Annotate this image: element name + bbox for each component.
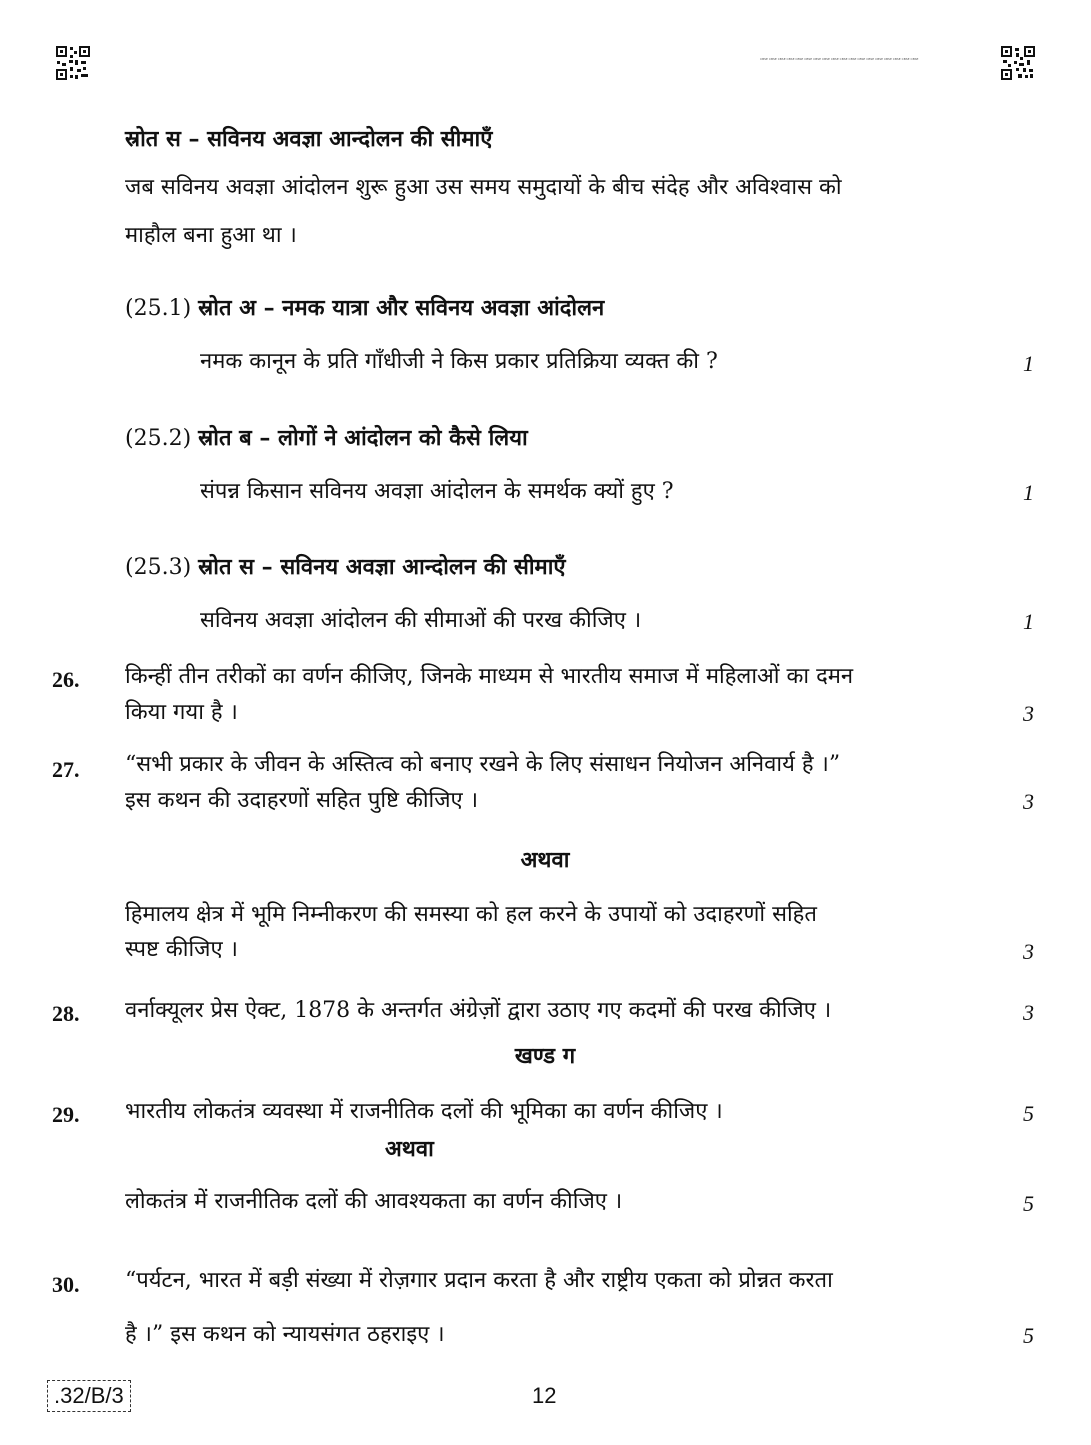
question-number: 30. (52, 1272, 80, 1297)
section-title: खण्ड ग (514, 1043, 576, 1069)
subquestion-text: सविनय अवज्ञा आंदोलन की सीमाओं की परख कीजिए । (200, 608, 642, 633)
paper-code: .32/B/3 (47, 1380, 131, 1412)
or-label: अथवा (520, 847, 570, 873)
page-number: 12 (532, 1383, 557, 1408)
question-number: 26. (52, 667, 80, 692)
question-29-alt-text: लोकतंत्र में राजनीतिक दलों की आवश्यकता का वर्णन कीजिए । (125, 1189, 623, 1214)
question-26-line-2: किया गया है । (125, 700, 238, 725)
subquestion-text: नमक कानून के प्रति गाँधीजी ने किस प्रकार प्रतिक्रिया व्यक्त की ? (200, 349, 718, 374)
question-27-alt-line-2: स्पष्ट कीजिए । (125, 937, 239, 962)
header-microtext: CBSE CBSE CBSE CBSE CBSE CBSE CBSE CBSE CBSE CBSE CBSE CBSE CBSE CBSE CBSE CBSE CBSE CBSE (760, 57, 919, 61)
subquestion-title (125, 420, 528, 457)
question-27-alt-line-1: हिमालय क्षेत्र में भूमि निम्नीकरण की समस्या को हल करने के उपायों को उदाहरणों सहित (125, 902, 817, 927)
marks: 5 (1023, 1101, 1034, 1126)
or-label: अथवा (385, 1136, 434, 1162)
question-27-line-1: “सभी प्रकार के जीवन के अस्तित्व को बनाए रखने के लिए संसाधन नियोजन अनिवार्य है ।” (125, 752, 841, 777)
question-30-line-1: “पर्यटन, भारत में बड़ी संख्या में रोज़गार प्रदान करता है और राष्ट्रीय एकता को प्रोन्नत करता (125, 1268, 833, 1293)
marks: 3 (1023, 701, 1034, 726)
marks: 3 (1023, 789, 1034, 814)
subquestion-number: (25.1) (125, 296, 192, 321)
source-c-line-2: माहौल बना हुआ था । (125, 223, 297, 248)
subquestion-number: (25.3) (125, 555, 192, 580)
subquestion-heading: स्रोत अ – नमक यात्रा और सविनय अवज्ञा आंदोलन (198, 295, 605, 321)
question-30-line-2: है ।” इस कथन को न्यायसंगत ठहराइए । (125, 1322, 445, 1347)
marks: 3 (1023, 1000, 1034, 1025)
marks: 1 (1023, 351, 1034, 376)
source-c-heading: स्रोत स – सविनय अवज्ञा आन्दोलन की सीमाएँ (125, 126, 493, 152)
subquestion-heading: स्रोत ब – लोगों ने आंदोलन को कैसे लिया (198, 425, 528, 451)
marks: 1 (1023, 609, 1034, 634)
question-number: 28. (52, 1001, 80, 1026)
subquestion-title (125, 549, 566, 586)
marks: 3 (1023, 939, 1034, 964)
subquestion-number: (25.2) (125, 426, 192, 451)
question-29-text: भारतीय लोकतंत्र व्यवस्था में राजनीतिक दलों की भूमिका का वर्णन कीजिए । (125, 1099, 723, 1124)
marks: 1 (1023, 480, 1034, 505)
qr-code-icon (1000, 45, 1036, 81)
question-27-line-2: इस कथन की उदाहरणों सहित पुष्टि कीजिए । (125, 788, 479, 813)
question-number: 27. (52, 757, 80, 782)
marks: 5 (1023, 1323, 1034, 1348)
marks: 5 (1023, 1191, 1034, 1216)
subquestion-title (125, 290, 604, 327)
qr-code-icon (55, 45, 91, 81)
source-c-line-1: जब सविनय अवज्ञा आंदोलन शुरू हुआ उस समय समुदायों के बीच संदेह और अविश्वास को (125, 175, 842, 200)
question-number: 29. (52, 1102, 80, 1127)
subquestion-heading: स्रोत स – सविनय अवज्ञा आन्दोलन की सीमाएँ (198, 554, 566, 580)
question-28-text: वर्नाक्यूलर प्रेस ऐक्ट, 1878 के अन्तर्गत अंग्रेज़ों द्वारा उठाए गए कदमों की परख कीजिए । (125, 998, 832, 1023)
subquestion-text: संपन्न किसान सविनय अवज्ञा आंदोलन के समर्थक क्यों हुए ? (200, 479, 674, 504)
question-26-line-1: किन्हीं तीन तरीकों का वर्णन कीजिए, जिनके माध्यम से भारतीय समाज में महिलाओं का दमन (125, 664, 854, 689)
